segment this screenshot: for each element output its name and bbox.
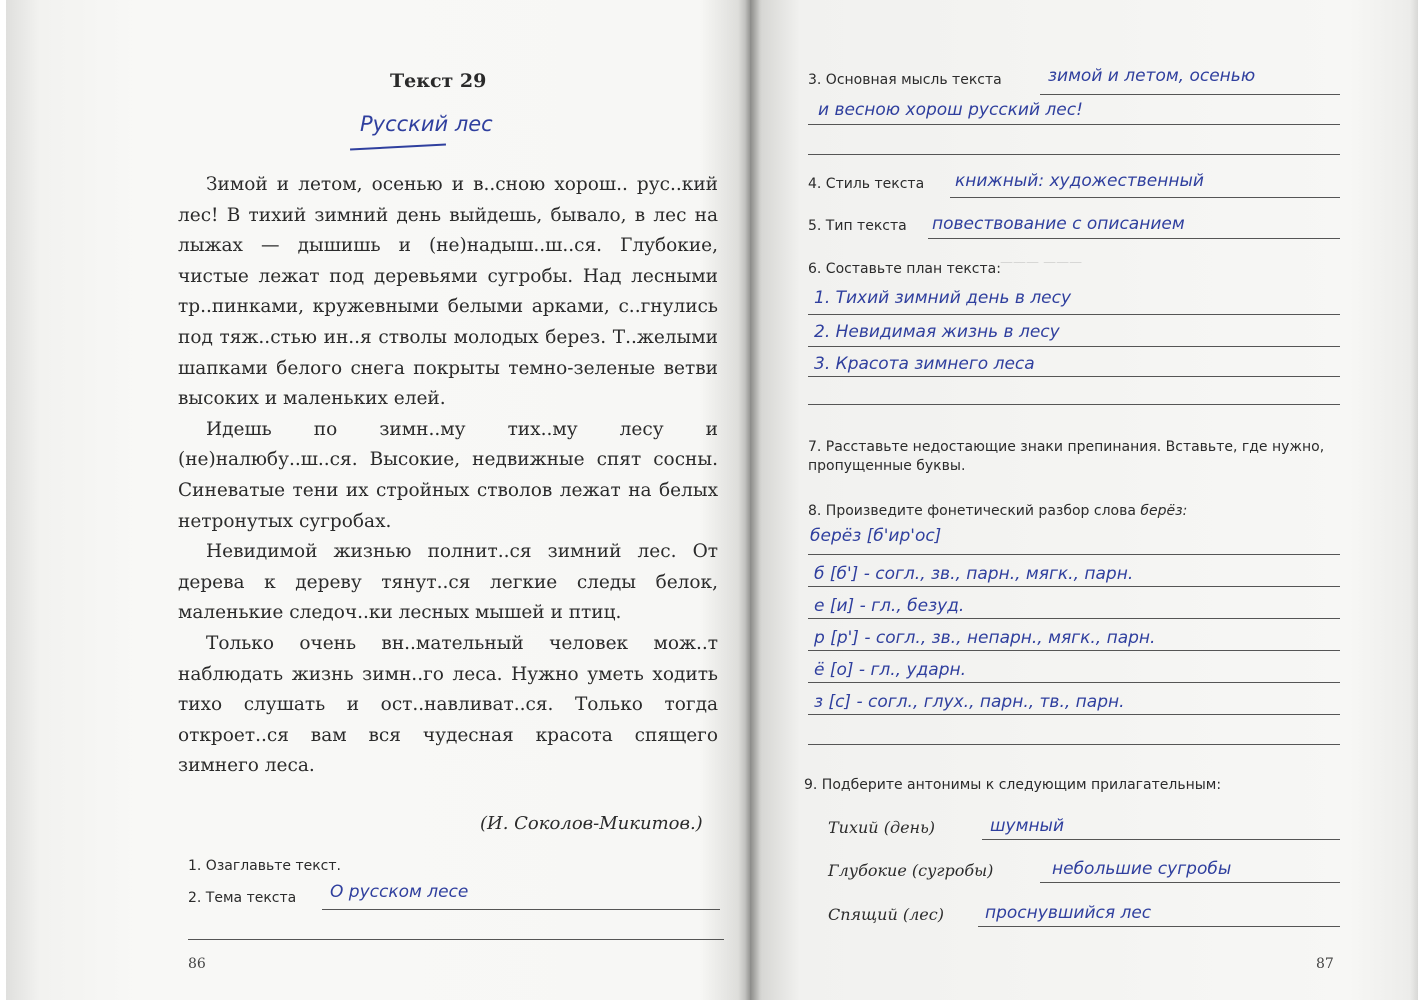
answer-line: [188, 939, 724, 940]
question-7: 7. Расставьте недостающие знаки препинания. Вставьте, где нужно, пропущенные буквы.: [808, 439, 1325, 474]
question-6: 6. Составьте план текста:: [808, 261, 1001, 277]
question-8-word: берёз:: [1140, 503, 1188, 519]
answer-line: [1040, 94, 1340, 95]
question-2: 2. Тема текста: [188, 890, 297, 906]
answer-line: [978, 926, 1340, 927]
text-title: Текст 29: [390, 70, 487, 92]
answer-line: [808, 650, 1340, 651]
answer-line: [808, 682, 1340, 683]
phonetic-line-1: б [б'] - согл., зв., парн., мягк., парн.: [814, 564, 1134, 584]
page-edge-left: [0, 0, 6, 1000]
phonetic-line-2: е [и] - гл., безуд.: [814, 596, 965, 616]
handwritten-title: Русский лес: [360, 112, 493, 136]
answer-5: повествование с описанием: [932, 214, 1185, 234]
answer-line: [1040, 882, 1340, 883]
answer-line: [808, 714, 1340, 715]
answer-line: [808, 586, 1340, 587]
answer-2: О русском лесе: [330, 882, 469, 902]
answer-line: [808, 124, 1340, 125]
book-spine: [738, 0, 762, 1000]
answer-line: [808, 744, 1340, 745]
question-9: 9. Подберите антонимы к следующим прилагательным:: [804, 777, 1222, 793]
answer-line: [808, 404, 1340, 405]
paragraph-4: Только очень вн..мательный человек мож..т наблюдать жизнь зимн..го леса. Нужно уметь ходить тихо слушать и ост..навливат..ся. Только тогда откроет..ся вам вся чудесная красота спящего зимнего леса.: [178, 632, 718, 777]
phonetic-line-5: з [с] - согл., глух., парн., тв., парн.: [814, 692, 1125, 712]
antonym-answer-1: шумный: [990, 816, 1065, 836]
phonetic-line-3: р [р'] - согл., зв., непарн., мягк., парн.: [814, 628, 1156, 648]
paragraph-1: Зимой и летом, осенью и в..сною хорош.. рус..кий лес! В тихий зимний день выйдешь, бывало, в лес на лыжах — дышишь и (не)надыш..ш..ся. Глубокие, чистые лежат под деревьями сугробы. Над лесными тр..пинками, кружевными белыми арками, с..гнулись под тяж..стью ин..я стволы молодых берез. Т..желыми шапками белого снега покрыты темно-зеленые ветви высоких и маленьких елей.: [178, 174, 718, 410]
answer-3-line-2: и весною хорош русский лес!: [818, 100, 1083, 120]
answer-line: [808, 618, 1340, 619]
plan-item-1: 1. Тихий зимний день в лесу: [814, 288, 1072, 308]
answer-line: [808, 154, 1340, 155]
answer-line: [322, 909, 720, 910]
question-3: 3. Основная мысль текста: [808, 72, 1002, 88]
main-text: [178, 170, 718, 782]
antonym-label-3: Спящий (лес): [828, 905, 944, 924]
page-number-left: 86: [188, 956, 206, 972]
paragraph-3: Невидимой жизнью полнит..ся зимний лес. От дерева к дереву тянут..ся легкие следы белок, маленькие следоч..ки лесных мышей и птиц.: [178, 541, 718, 624]
answer-line: [808, 314, 1340, 315]
answer-4: книжный: художественный: [955, 171, 1204, 191]
author: (И. Соколов-Микитов.): [480, 813, 703, 834]
page-number-right: 87: [1316, 956, 1334, 972]
paragraph-2: Идешь по зимн..му тих..му лесу и (не)налюбу..ш..ся. Высокие, недвижные спят сосны. Синеватые тени их стройных стволов лежат на белых нетронутых сугробах.: [178, 418, 718, 532]
right-page: [750, 0, 1418, 1000]
answer-line: [808, 554, 1340, 555]
question-8: 8. Произведите фонетический разбор слова берёз:: [808, 503, 1188, 519]
answer-line: [808, 346, 1340, 347]
plan-item-2: 2. Невидимая жизнь в лесу: [814, 322, 1060, 342]
plan-item-3: 3. Красота зимнего леса: [814, 354, 1035, 374]
phonetic-word: берёз [б'ир'ос]: [810, 526, 942, 546]
question-1: 1. Озаглавьте текст.: [188, 858, 341, 874]
antonym-answer-2: небольшие сугробы: [1052, 859, 1232, 879]
phonetic-line-4: ё [о] - гл., ударн.: [814, 660, 967, 680]
answer-line: [928, 238, 1340, 239]
antonym-answer-3: проснувшийся лес: [985, 903, 1152, 923]
antonym-label-1: Тихий (день): [828, 818, 936, 837]
answer-line: [950, 197, 1340, 198]
answer-line: [808, 376, 1340, 377]
question-5: 5. Тип текста: [808, 218, 907, 234]
antonym-label-2: Глубокие (сугробы): [828, 861, 994, 880]
question-4: 4. Стиль текста: [808, 176, 925, 192]
answer-3-line-1: зимой и летом, осенью: [1048, 66, 1256, 86]
answer-line: [982, 839, 1340, 840]
